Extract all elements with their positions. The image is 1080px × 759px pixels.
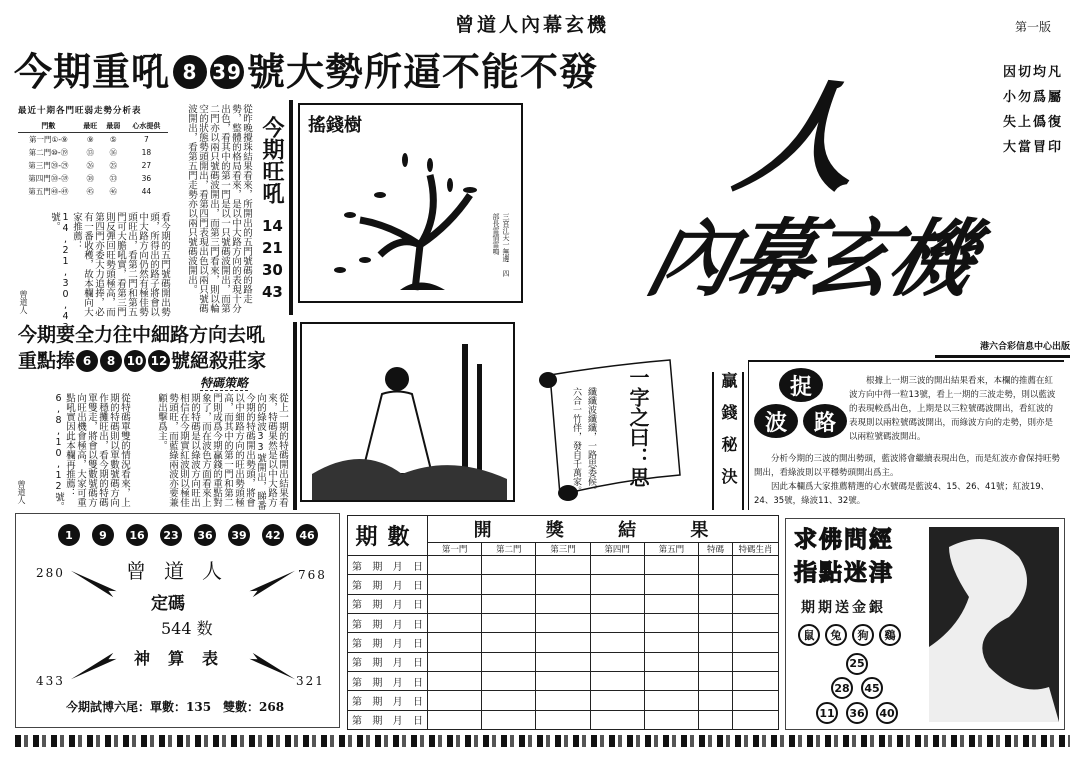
number-row <box>846 652 868 675</box>
number-ball: 8 <box>173 55 207 89</box>
scroll-illustration <box>530 355 695 505</box>
decorative-border <box>15 735 1070 747</box>
period-label: 期 <box>372 561 383 573</box>
headline-line: 今期要全力往中細路方向去吼 <box>18 324 266 346</box>
table-cell: ㊻ <box>109 187 118 196</box>
number-circle: 40 <box>876 702 898 724</box>
period-label: 日 <box>412 600 423 612</box>
wave-paragraph: 因此本欄爲大家推薦精選的心水號碼是藍波4、15、26、41號；紅波19、24、35號，綠波11、32號。 <box>754 482 1050 506</box>
period-label: 月 <box>392 658 403 670</box>
result-cell[interactable] <box>428 691 482 710</box>
period-labels <box>348 577 427 592</box>
result-cell[interactable] <box>644 594 698 613</box>
article1-body: 看今期的五門號碼開出勢頭，所得出的路子將會以中大路方向仍然有極佳勢頭旺出，看第二門和第五門可大膽吼實，看第三門則反彈回旺勢頭極高，而第四門亦委大力追捧，必有一番收穫，故本欄向大家推薦：14,21,30,43號。 <box>49 212 170 333</box>
lady-illustration <box>300 322 515 502</box>
motto <box>1003 60 1063 160</box>
result-cell[interactable] <box>482 633 536 652</box>
wave-analysis <box>748 360 1064 510</box>
result-cell[interactable] <box>482 710 536 729</box>
period-label: 月 <box>392 677 403 689</box>
zodiac-circle: 鼠 <box>798 624 820 646</box>
period-label: 第 <box>352 600 362 612</box>
hot-number: 21 <box>262 239 283 257</box>
result-cell[interactable] <box>536 652 590 671</box>
article2-intro: 從上一期的特碼開出結果看來，特碼果然是以中大路方向的綠波33號開出，睇番今期的特碼開出勢頭，將會以中細路方向的旺出勢頭極高，而其中的第一門和第二門則成爲今期贏錢的重點對象了，而在波色方面看來上期的特碼是以綠波方向旺出相信在今期實紅波則以極佳勢頭旺，而藍綠兩波亦要兼顧出擊爲主。 <box>156 393 288 510</box>
table-cell: 44 <box>141 187 152 196</box>
logo-char: 人 <box>725 70 875 209</box>
corner-number: 768 <box>298 568 327 582</box>
table-row <box>18 146 168 159</box>
title-line: 指點迷津 <box>794 560 894 586</box>
result-cell[interactable] <box>698 671 732 690</box>
result-cell[interactable] <box>428 652 482 671</box>
circle-char: 路 <box>803 404 847 438</box>
period-label: 第 <box>352 638 362 650</box>
table-cell: 第四門㉚-㊴ <box>28 174 69 183</box>
col-header: 第二門 <box>482 543 536 556</box>
number-circle: 25 <box>846 653 868 675</box>
period-label: 第 <box>352 677 362 689</box>
arrow-icon <box>69 653 116 683</box>
corner-number: 433 <box>36 674 65 688</box>
table-row <box>348 633 779 652</box>
period-label: 第 <box>352 619 362 631</box>
buddha-panel <box>785 518 1065 730</box>
result-cell[interactable] <box>590 710 644 729</box>
scroll-icon <box>530 355 695 505</box>
period-cell <box>348 575 428 594</box>
table-cell: ⑨ <box>86 135 94 144</box>
result-cell[interactable] <box>428 575 482 594</box>
hot-number: 30 <box>262 261 283 279</box>
today-hot-label: 今期旺吼 <box>259 116 284 204</box>
result-cell[interactable] <box>536 671 590 690</box>
result-cell[interactable] <box>482 691 536 710</box>
period-label: 期 <box>372 580 383 592</box>
publisher-line: 港六合彩信息中心出版 <box>935 341 1070 358</box>
result-cell[interactable] <box>698 613 732 632</box>
period-label: 月 <box>392 580 403 592</box>
table-cell: ㊳ <box>86 174 94 183</box>
result-cell[interactable] <box>428 613 482 632</box>
edition-label: 第一版 <box>1015 20 1052 34</box>
money-tree-illustration <box>298 103 523 303</box>
table-cell: 第一門①-⑨ <box>29 135 68 144</box>
period-label: 月 <box>392 600 403 612</box>
tree-icon <box>320 135 480 295</box>
period-label: 日 <box>412 716 423 728</box>
article2-body: 從特碼單雙的情況看來，上期的特碼則以單數號碼方向作穩攤旺出，看今期的特碼單雙走，將會以雙數號碼方向旺出機會極高，大家可重點吼實因此本欄再推薦：6,8,10,12號。 <box>53 393 130 511</box>
period-label: 日 <box>412 619 423 631</box>
table-row <box>348 613 779 632</box>
result-cell[interactable] <box>590 594 644 613</box>
period-labels <box>348 712 427 727</box>
result-cell[interactable] <box>732 594 778 613</box>
verse-line: 纖纖波纖纖，一路思委候。 <box>586 387 596 495</box>
wave-paragraph: 分析今期的三波的開出勢頭，藍波將會繼續表現出色，而是紅波亦會保持旺勢開出，看綠波則以平穩勢頭開出爲主。 <box>754 454 1061 478</box>
period-label: 日 <box>412 677 423 689</box>
period-cell <box>348 652 428 671</box>
period-label: 第 <box>352 716 362 728</box>
period-label: 日 <box>412 580 423 592</box>
signature: 曾道人 <box>19 290 28 314</box>
table-cell: 第五門㊵-㊾ <box>28 187 69 196</box>
result-cell[interactable] <box>732 691 778 710</box>
col-header: 門數 <box>18 120 79 133</box>
verse-line: 六合一竹伴，發自千萬家。 <box>571 387 581 495</box>
table-row <box>348 691 779 710</box>
period-label: 日 <box>412 696 423 708</box>
result-cell[interactable] <box>482 556 536 575</box>
result-cell[interactable] <box>698 556 732 575</box>
scroll-title: 一字之曰：思 <box>626 367 650 487</box>
col-header: 第一門 <box>428 543 482 556</box>
number-ball: 1 <box>58 524 80 546</box>
table-cell: ㉝ <box>109 174 118 183</box>
result-cell[interactable] <box>698 652 732 671</box>
headline-line <box>18 348 266 374</box>
result-cell[interactable] <box>644 691 698 710</box>
table-cell: 27 <box>141 161 152 170</box>
number-row <box>831 677 883 699</box>
number-ball: 23 <box>160 524 182 546</box>
dragon-icon <box>929 527 1059 722</box>
number-ball: 12 <box>148 350 170 372</box>
result-cell[interactable] <box>644 633 698 652</box>
table-cell: 36 <box>141 174 152 183</box>
period-label: 期 <box>372 716 383 728</box>
number-circle: 11 <box>816 702 838 724</box>
period-labels <box>348 616 427 631</box>
period-labels <box>348 693 427 708</box>
table-row <box>18 133 168 147</box>
motto-line: 因切均凡 <box>1003 65 1064 80</box>
result-cell[interactable] <box>698 710 732 729</box>
period-labels <box>348 635 427 650</box>
period-cell <box>348 671 428 690</box>
buddha-title <box>794 524 894 590</box>
col-header: 第四門 <box>590 543 644 556</box>
result-cell[interactable] <box>482 594 536 613</box>
result-cell[interactable] <box>590 652 644 671</box>
headline-text: 號大勢所逼不能不發 <box>247 50 599 94</box>
table-cell: 第二門⑩-⑲ <box>28 148 69 157</box>
result-cell[interactable] <box>482 671 536 690</box>
result-cell[interactable] <box>644 556 698 575</box>
result-cell[interactable] <box>536 613 590 632</box>
result-cell[interactable] <box>536 633 590 652</box>
table-cell: ⑯ <box>109 148 118 157</box>
table-row <box>18 172 168 185</box>
corner-number: 280 <box>36 566 65 580</box>
circle-char: 捉 <box>779 368 823 402</box>
number-circle: 28 <box>831 677 853 699</box>
trend-table-title: 最近十期各門旺弱走勢分析表 <box>18 106 142 116</box>
fixed-number-panel <box>15 513 340 728</box>
result-cell[interactable] <box>698 633 732 652</box>
col-header: 第三門 <box>536 543 590 556</box>
table-row <box>18 185 168 198</box>
result-cell[interactable] <box>482 652 536 671</box>
period-label: 月 <box>392 619 403 631</box>
hot-numbers <box>262 215 283 303</box>
zodiac-row <box>798 624 901 646</box>
result-cell[interactable] <box>732 652 778 671</box>
trend-table <box>18 106 168 198</box>
period-label: 期 <box>372 619 383 631</box>
period-cell <box>348 594 428 613</box>
result-cell[interactable] <box>644 575 698 594</box>
period-cell <box>348 613 428 632</box>
result-cell[interactable] <box>644 613 698 632</box>
period-cell <box>348 633 428 652</box>
buddha-subtitle: 期期送金銀 <box>801 600 886 616</box>
headline-text: 重點捧 <box>18 350 76 372</box>
signature: 曾道人 <box>17 480 26 504</box>
period-label: 第 <box>352 696 362 708</box>
period-header: 期數 <box>348 516 428 556</box>
title-line: 求佛問經 <box>794 527 894 553</box>
result-cell[interactable] <box>482 575 536 594</box>
period-label: 日 <box>412 561 423 573</box>
hot-number: 43 <box>262 283 283 301</box>
number-circle: 45 <box>861 677 883 699</box>
dragon-image <box>929 527 1059 722</box>
result-cell[interactable] <box>732 613 778 632</box>
divider <box>293 322 297 510</box>
result-cell[interactable] <box>428 633 482 652</box>
period-label: 日 <box>412 638 423 650</box>
period-label: 日 <box>412 658 423 670</box>
article1-intro: 從昨晚攪珠結果看來，所開出的五門號碼的路走勢，整體的格局看來，是以中大路方向的表現十分出色，看其中的第一門是以一只號碼波開出，而第二門亦以兩只號碼波開出，而第三門看來，則以輪空的狀態勢頭開出，看第四門表現出色以兩只號碼波開出，看第五門走勢亦以兩只號碼波開出。 <box>186 104 252 313</box>
table-cell: 18 <box>141 148 152 157</box>
period-cell <box>348 556 428 575</box>
period-label: 期 <box>372 677 383 689</box>
result-cell[interactable] <box>536 594 590 613</box>
arrow-icon <box>69 568 116 598</box>
motto-line: 失上僞復 <box>1003 115 1064 130</box>
table-row <box>348 710 779 729</box>
result-cell[interactable] <box>536 710 590 729</box>
headline-main <box>14 50 598 94</box>
result-cell[interactable] <box>698 594 732 613</box>
period-labels <box>348 596 427 611</box>
period-label: 月 <box>392 561 403 573</box>
result-cell[interactable] <box>536 575 590 594</box>
result-cell[interactable] <box>644 652 698 671</box>
result-cell[interactable] <box>536 691 590 710</box>
headline-secondary <box>18 322 266 374</box>
result-cell[interactable] <box>698 691 732 710</box>
lady-icon <box>302 324 513 500</box>
period-labels <box>348 654 427 669</box>
result-cell[interactable] <box>732 556 778 575</box>
table-row <box>348 594 779 613</box>
result-cell[interactable] <box>590 556 644 575</box>
paper-title: 曾道人內幕玄機 <box>455 14 610 36</box>
zodiac-circle: 兔 <box>825 624 847 646</box>
period-label: 期 <box>372 696 383 708</box>
col-header: 特碼 <box>698 543 732 556</box>
result-cell[interactable] <box>590 613 644 632</box>
period-label: 期 <box>372 638 383 650</box>
number-ball: 39 <box>210 55 244 89</box>
period-label: 第 <box>352 561 362 573</box>
period-cell <box>348 691 428 710</box>
col-header: 特碼生肖 <box>732 543 778 556</box>
period-label: 月 <box>392 716 403 728</box>
col-header: 第五門 <box>644 543 698 556</box>
number-ball: 16 <box>126 524 148 546</box>
table-cell: ㉕ <box>109 161 118 170</box>
result-cell[interactable] <box>732 710 778 729</box>
col-header: 最旺 <box>79 120 102 133</box>
table-row <box>18 159 168 172</box>
divider <box>289 100 293 315</box>
arrow-icon <box>249 568 296 598</box>
logo-text: 內幕玄機 <box>637 210 983 308</box>
winning-secret-label: 贏錢秘決 <box>712 372 744 510</box>
corner-number: 321 <box>296 674 325 688</box>
scroll-verse <box>568 387 598 497</box>
poem-line: 三宮江天一無邊 <box>502 213 510 262</box>
result-cell[interactable] <box>428 556 482 575</box>
period-label: 期 <box>372 658 383 670</box>
fixed-label: 定碼 <box>151 594 185 614</box>
table-row <box>348 575 779 594</box>
result-cell[interactable] <box>698 575 732 594</box>
result-cell[interactable] <box>732 575 778 594</box>
result-cell[interactable] <box>644 671 698 690</box>
result-cell[interactable] <box>536 556 590 575</box>
result-cell[interactable] <box>590 671 644 690</box>
draw-results-table <box>347 515 779 730</box>
result-cell[interactable] <box>428 671 482 690</box>
result-cell[interactable] <box>732 633 778 652</box>
table-row <box>348 556 779 575</box>
masthead-logo <box>637 70 983 310</box>
period-label: 期 <box>372 600 383 612</box>
result-cell[interactable] <box>590 691 644 710</box>
number-ball: 9 <box>92 524 114 546</box>
special-strategy-badge: 特碼策略 <box>200 376 249 390</box>
result-cell[interactable] <box>428 594 482 613</box>
motto-line: 小勿爲屬 <box>1003 90 1064 105</box>
number-ball: 46 <box>296 524 318 546</box>
period-label: 第 <box>352 580 362 592</box>
result-cell[interactable] <box>590 575 644 594</box>
table-cell: ⑬ <box>86 148 94 157</box>
number-ball: 42 <box>262 524 284 546</box>
number-ball: 10 <box>124 350 146 372</box>
arrow-icon <box>249 653 296 683</box>
tree-poem <box>491 213 511 278</box>
table-row <box>348 671 779 690</box>
period-cell <box>348 710 428 729</box>
result-cell[interactable] <box>732 671 778 690</box>
fixed-value: 544 数 <box>161 619 213 638</box>
headline-text: 號絕殺莊家 <box>171 350 267 372</box>
result-cell[interactable] <box>428 710 482 729</box>
result-header: 開 獎 結 果 <box>428 516 779 543</box>
table-row <box>348 652 779 671</box>
period-label: 第 <box>352 658 362 670</box>
tail-tip: 今期試博六尾：單數：135 雙數：268 <box>66 700 285 714</box>
number-ball: 39 <box>228 524 250 546</box>
table-cell: 第三門⑳-㉙ <box>28 161 69 170</box>
zodiac-circle: 狗 <box>852 624 874 646</box>
table-cell: ⑤ <box>109 135 117 144</box>
number-ball: 8 <box>100 350 122 372</box>
headline-text: 今期重吼 <box>14 50 171 94</box>
period-labels <box>348 674 427 689</box>
result-cell[interactable] <box>644 710 698 729</box>
col-header: 心水提供 <box>125 120 168 133</box>
table-cell: ㉖ <box>86 161 94 170</box>
circle-char: 波 <box>754 404 798 438</box>
number-ball: 36 <box>194 524 216 546</box>
table-cell: 7 <box>144 135 149 144</box>
period-label: 月 <box>392 638 403 650</box>
wave-paragraphs <box>754 452 1060 508</box>
col-header: 最弱 <box>102 120 125 133</box>
number-row <box>816 702 898 724</box>
result-cell[interactable] <box>482 613 536 632</box>
wave-paragraph: 根據上一期三波的開出結果看來，本欄的推薦在紅波方向中得一粒13號，看上一期的三波走勢，則以藍波的表現較爲出色，上期是以三粒號碼波開出，看紅波的表現則以兩粒號碼波開出，而綠波方向的走勢，則亦是以兩粒號碼波開出。 <box>849 376 1056 442</box>
motto-line: 大當冒印 <box>1003 140 1064 155</box>
ball-row <box>58 524 318 546</box>
author-name: 曾道人 <box>126 559 240 583</box>
chart-name: 神算表 <box>134 649 237 668</box>
period-labels <box>348 558 427 573</box>
number-ball: 6 <box>76 350 98 372</box>
zodiac-circle: 鷄 <box>879 624 901 646</box>
hot-number: 14 <box>262 217 283 235</box>
number-circle: 36 <box>846 702 868 724</box>
period-label: 月 <box>392 696 403 708</box>
tree-title: 搖錢樹 <box>308 115 362 136</box>
poem-line: 四部長雷情雷鳴 <box>492 213 510 277</box>
table-cell: ㊺ <box>86 187 94 196</box>
result-cell[interactable] <box>590 633 644 652</box>
